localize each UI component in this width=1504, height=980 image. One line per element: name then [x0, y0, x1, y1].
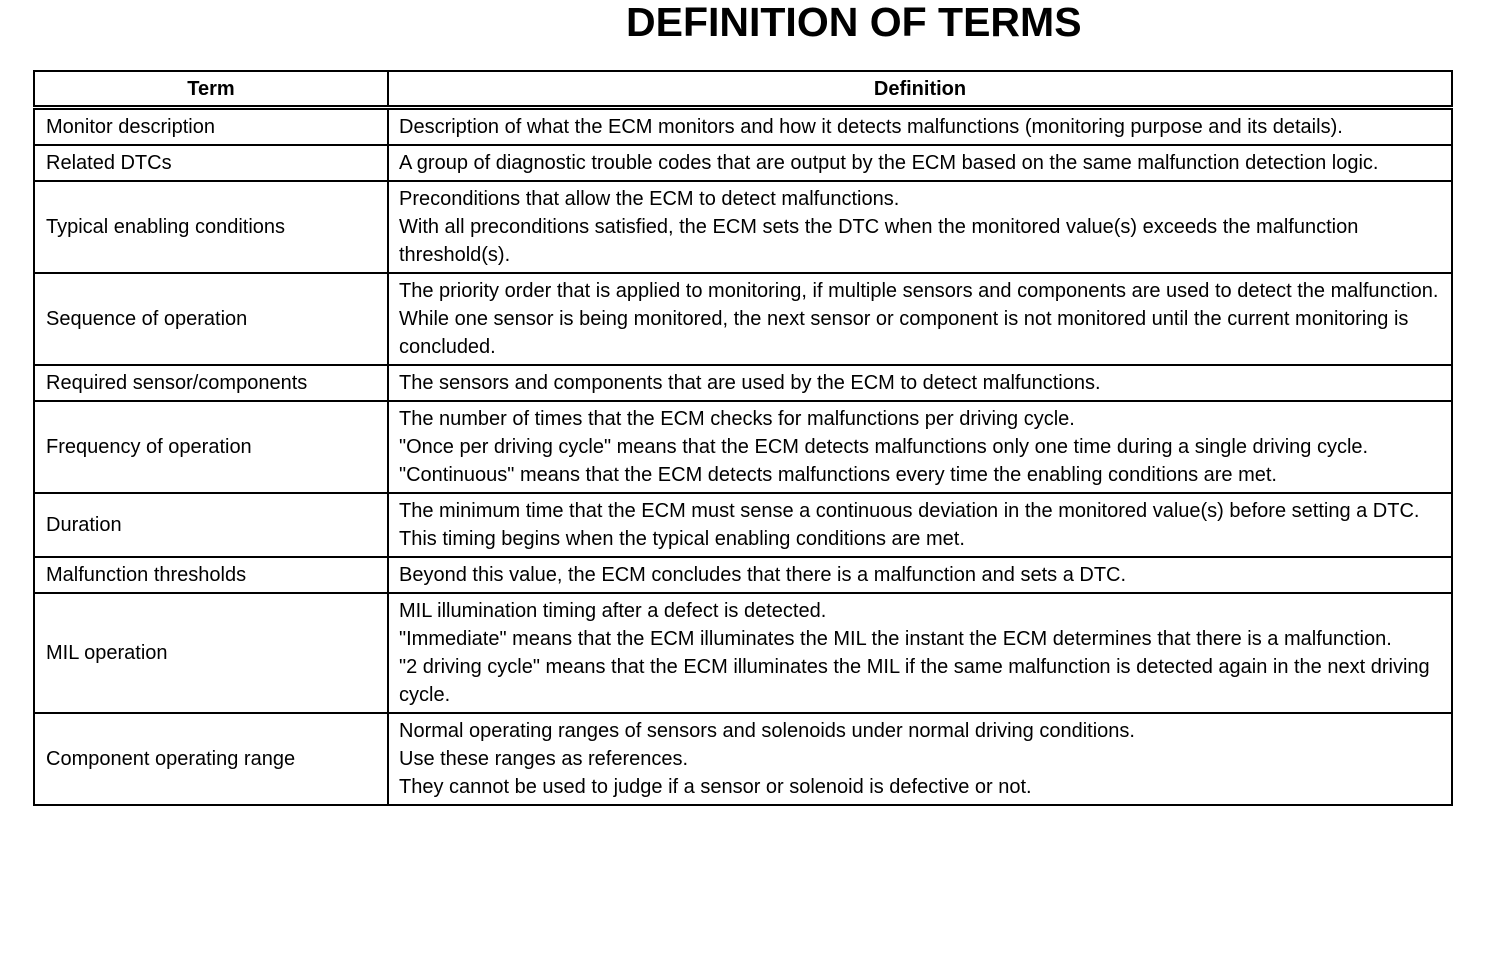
definition-line: The minimum time that the ECM must sense a continuous deviation in the monitored value(s) before setting a DTC. This timing begins when the typical enabling conditions are met.: [399, 500, 1420, 550]
definition-line: Use these ranges as references.: [399, 748, 689, 770]
table-row: [34, 401, 1452, 493]
term-cell: Malfunction thresholds: [34, 557, 388, 593]
table-row: [34, 593, 1452, 713]
table-row: [34, 181, 1452, 273]
table-row: [34, 713, 1452, 805]
definition-line: Beyond this value, the ECM concludes that there is a malfunction and sets a DTC.: [399, 564, 1127, 586]
definition-cell: [388, 493, 1452, 557]
table-body: [34, 108, 1452, 806]
definition-table: [33, 70, 1453, 806]
definition-cell: [388, 593, 1452, 713]
column-header-term: Term: [34, 71, 388, 108]
definition-line: "Continuous" means that the ECM detects malfunctions every time the enabling conditions are met.: [399, 464, 1277, 486]
definition-cell: [388, 557, 1452, 593]
term-cell: Related DTCs: [34, 145, 388, 181]
definition-line: While one sensor is being monitored, the next sensor or component is not monitored until the current monitoring is concluded.: [399, 308, 1409, 358]
definition-line: Normal operating ranges of sensors and solenoids under normal driving conditions.: [399, 720, 1135, 742]
definition-line: With all preconditions satisfied, the ECM sets the DTC when the monitored value(s) exceeds the malfunction threshold(s).: [399, 216, 1359, 266]
term-cell: Component operating range: [34, 713, 388, 805]
table-row: [34, 108, 1452, 146]
term-cell: Duration: [34, 493, 388, 557]
definition-cell: [388, 108, 1452, 146]
definition-line: The sensors and components that are used by the ECM to detect malfunctions.: [399, 372, 1101, 394]
table-row: [34, 365, 1452, 401]
term-cell: Typical enabling conditions: [34, 181, 388, 273]
definition-line: MIL illumination timing after a defect is detected.: [399, 600, 827, 622]
definition-cell: [388, 273, 1452, 365]
term-cell: MIL operation: [34, 593, 388, 713]
term-cell: Frequency of operation: [34, 401, 388, 493]
definition-cell: [388, 145, 1452, 181]
definition-line: A group of diagnostic trouble codes that are output by the ECM based on the same malfunction detection logic.: [399, 152, 1379, 174]
table-row: [34, 557, 1452, 593]
definition-line: "Immediate" means that the ECM illuminates the MIL the instant the ECM determines that there is a malfunction.: [399, 628, 1392, 650]
definition-line: "2 driving cycle" means that the ECM illuminates the MIL if the same malfunction is detected again in the next driving cycle.: [399, 656, 1430, 706]
definition-line: Description of what the ECM monitors and how it detects malfunctions (monitoring purpose and its details).: [399, 116, 1343, 138]
term-cell: Required sensor/components: [34, 365, 388, 401]
page-title: DEFINITION OF TERMS: [626, 0, 1082, 45]
table-header-row: [34, 71, 1452, 108]
table-row: [34, 273, 1452, 365]
definition-cell: [388, 401, 1452, 493]
definition-line: "Once per driving cycle" means that the ECM detects malfunctions only one time during a single driving cycle.: [399, 436, 1369, 458]
definition-cell: [388, 365, 1452, 401]
column-header-definition: Definition: [388, 71, 1452, 108]
definition-cell: [388, 713, 1452, 805]
term-cell: Sequence of operation: [34, 273, 388, 365]
definition-line: They cannot be used to judge if a sensor or solenoid is defective or not.: [399, 776, 1032, 798]
table-row: [34, 145, 1452, 181]
definition-line: The number of times that the ECM checks for malfunctions per driving cycle.: [399, 408, 1075, 430]
definition-cell: [388, 181, 1452, 273]
definition-line: Preconditions that allow the ECM to detect malfunctions.: [399, 188, 900, 210]
term-cell: Monitor description: [34, 108, 388, 146]
table-row: [34, 493, 1452, 557]
definition-line: The priority order that is applied to monitoring, if multiple sensors and components are used to detect the malfunction.: [399, 280, 1439, 302]
